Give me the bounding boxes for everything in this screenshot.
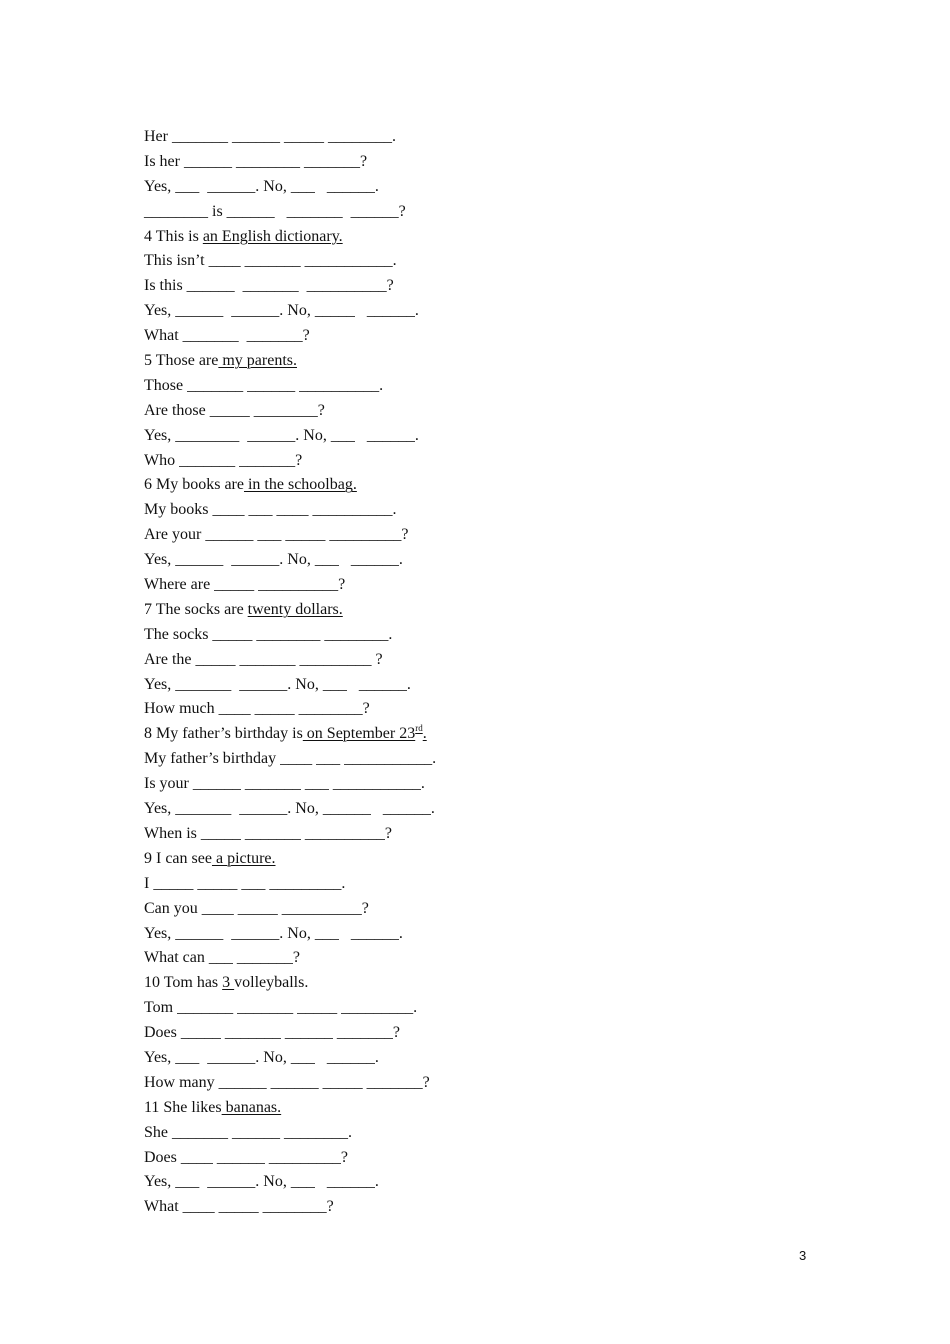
line-text: Those _______ ______ __________.: [144, 376, 384, 394]
worksheet-line: [144, 424, 844, 449]
underlined-answer-text: my parents.: [218, 352, 297, 370]
worksheet-line: [144, 324, 844, 349]
line-text: The socks _____ ________ ________.: [144, 625, 393, 643]
line-text: Yes, ______ ______. No, ___ ______.: [144, 924, 403, 942]
worksheet-line: [144, 1096, 844, 1121]
line-text: When is _____ _______ __________?: [144, 824, 392, 842]
line-text: Yes, _______ ______. No, ___ ______.: [144, 675, 411, 693]
line-text: 7 The socks are: [144, 600, 248, 618]
page-number: 3: [799, 1248, 807, 1263]
line-text: She _______ ______ ________.: [144, 1123, 352, 1141]
line-text: Yes, ___ ______. No, ___ ______.: [144, 1173, 379, 1191]
worksheet-line: [144, 473, 844, 498]
line-text: Yes, ________ ______. No, ___ ______.: [144, 426, 419, 444]
worksheet-line: [144, 274, 844, 299]
line-text: Yes, _______ ______. No, ______ ______.: [144, 800, 435, 818]
worksheet-line: [144, 225, 844, 250]
line-text: 6 My books are: [144, 476, 244, 494]
line-text: Does ____ ______ _________?: [144, 1148, 348, 1166]
worksheet-line: [144, 1021, 844, 1046]
underlined-answer-text: .: [422, 725, 427, 743]
worksheet-line: [144, 922, 844, 947]
worksheet-line: [144, 822, 844, 847]
line-text: Tom _______ _______ _____ _________.: [144, 999, 418, 1017]
line-text: I _____ _____ ___ _________.: [144, 874, 346, 892]
line-text: How much ____ _____ ________?: [144, 700, 370, 718]
underlined-answer-text: on September 23: [302, 725, 416, 743]
worksheet-line: [144, 996, 844, 1021]
line-text: 9 I can see: [144, 849, 212, 867]
line-text: Does _____ _______ ______ _______?: [144, 1024, 400, 1042]
line-text: How many ______ ______ _____ _______?: [144, 1073, 430, 1091]
underlined-answer-text: rd: [415, 723, 423, 734]
worksheet-line: [144, 1071, 844, 1096]
line-text: Is your ______ _______ ___ ___________.: [144, 775, 425, 793]
worksheet-line: [144, 971, 844, 996]
line-text: Is this ______ _______ __________?: [144, 277, 394, 295]
underlined-answer-text: twenty dollars.: [247, 600, 343, 618]
line-text: Are those _____ ________?: [144, 401, 325, 419]
worksheet-line: [144, 399, 844, 424]
line-text: Yes, ______ ______. No, ___ ______.: [144, 551, 403, 569]
worksheet-line: [144, 598, 844, 623]
line-text: Yes, ___ ______. No, ___ ______.: [144, 1048, 379, 1066]
line-text: My books ____ ___ ____ __________.: [144, 501, 397, 519]
underlined-answer-text: bananas.: [221, 1098, 282, 1116]
worksheet-line: [144, 200, 844, 225]
worksheet-line: [144, 1195, 844, 1220]
worksheet-line: [144, 872, 844, 897]
worksheet-line: [144, 897, 844, 922]
line-text: ________ is ______ _______ ______?: [144, 202, 406, 220]
line-text: 5 Those are: [144, 352, 219, 370]
worksheet-line: [144, 722, 844, 747]
worksheet-line: [144, 697, 844, 722]
worksheet-line: [144, 374, 844, 399]
underlined-answer-text: 3: [222, 974, 235, 992]
worksheet-line: [144, 623, 844, 648]
line-text: What _______ _______?: [144, 327, 310, 345]
worksheet-line: [144, 747, 844, 772]
line-text: Is her ______ ________ _______?: [144, 152, 368, 170]
line-text: Are your ______ ___ _____ _________?: [144, 526, 409, 544]
worksheet-line: [144, 1046, 844, 1071]
worksheet-line: [144, 349, 844, 374]
worksheet-line: [144, 573, 844, 598]
line-text: 11 She likes: [144, 1098, 222, 1116]
worksheet-body: [144, 125, 844, 1220]
line-text: Yes, ___ ______. No, ___ ______.: [144, 177, 379, 195]
worksheet-line: [144, 249, 844, 274]
line-text: Yes, ______ ______. No, _____ ______.: [144, 302, 419, 320]
worksheet-line: [144, 150, 844, 175]
line-text: 4 This is: [144, 227, 203, 245]
line-text: Her _______ ______ _____ ________.: [144, 128, 396, 145]
worksheet-line: [144, 299, 844, 324]
worksheet-line: [144, 548, 844, 573]
worksheet-line: [144, 847, 844, 872]
underlined-answer-text: in the schoolbag.: [243, 476, 357, 494]
worksheet-line: [144, 797, 844, 822]
line-text: Who _______ _______?: [144, 451, 303, 469]
worksheet-line: [144, 449, 844, 474]
worksheet-line: [144, 498, 844, 523]
underlined-answer-text: an English dictionary.: [202, 227, 343, 245]
line-text: 8 My father’s birthday is: [144, 725, 303, 743]
worksheet-line: [144, 1121, 844, 1146]
worksheet-line: [144, 673, 844, 698]
underlined-answer-text: a picture.: [211, 849, 276, 867]
worksheet-line: [144, 772, 844, 797]
line-text: Are the _____ _______ _________ ?: [144, 650, 383, 668]
worksheet-line: [144, 1170, 844, 1195]
line-text: Where are _____ __________?: [144, 576, 346, 594]
worksheet-line: [144, 523, 844, 548]
line-text: 10 Tom has: [144, 974, 223, 992]
line-text: My father’s birthday ____ ___ ___________.: [144, 750, 437, 768]
worksheet-line: [144, 175, 844, 200]
worksheet-line: [144, 1146, 844, 1171]
line-text: What ____ _____ ________?: [144, 1198, 334, 1216]
line-text: What can ___ _______?: [144, 949, 300, 967]
line-text: Can you ____ _____ __________?: [144, 899, 369, 917]
worksheet-line: [144, 125, 844, 150]
worksheet-line: [144, 946, 844, 971]
line-text: volleyballs.: [234, 974, 309, 992]
line-text: This isn’t ____ _______ ___________.: [144, 252, 397, 270]
worksheet-line: [144, 648, 844, 673]
